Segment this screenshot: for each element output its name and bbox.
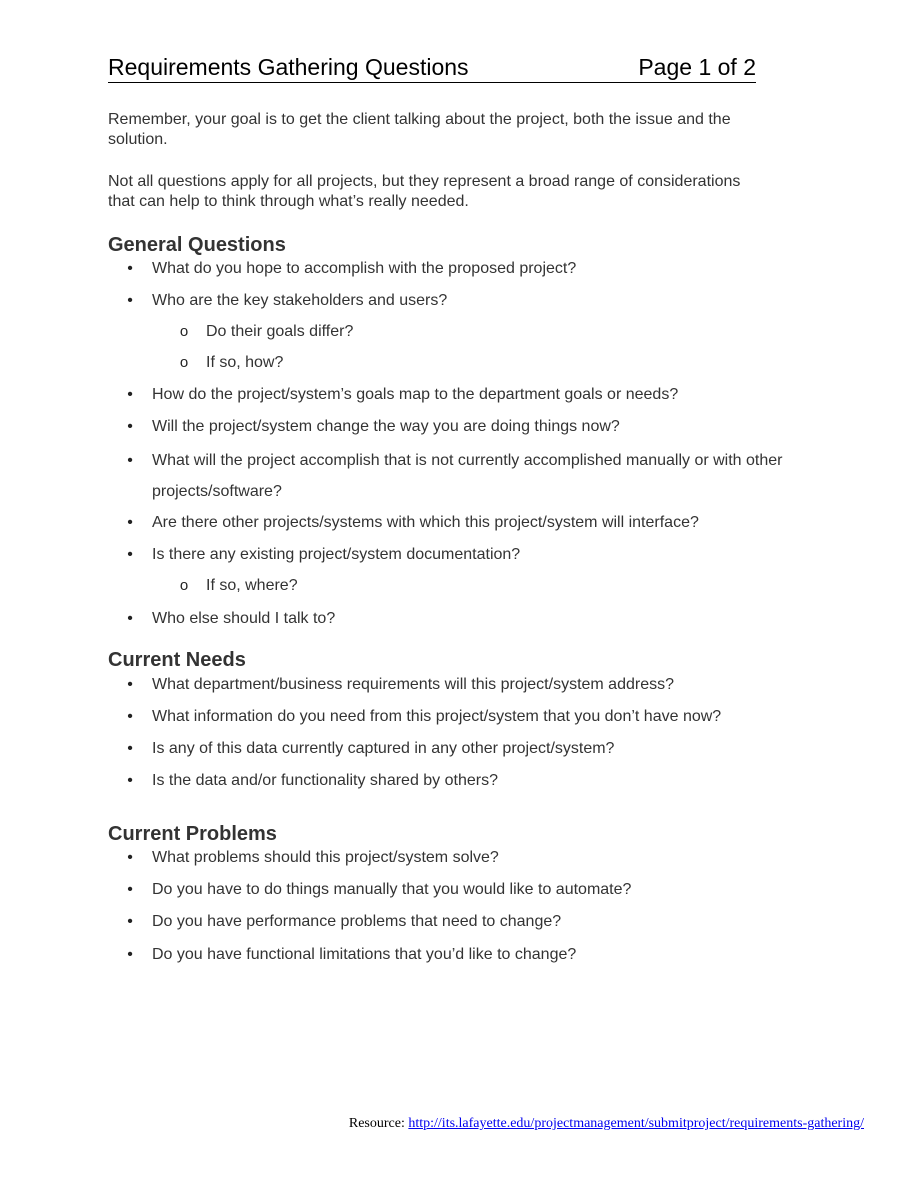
list-item — [127, 880, 812, 900]
sub-bullet-icon: o — [179, 577, 189, 594]
question-text: Will the project/system change the way you are doing things now? — [152, 418, 620, 435]
question-text: If so, how? — [206, 354, 284, 371]
list-item — [127, 739, 812, 759]
list-item — [127, 771, 812, 791]
bullet-icon: • — [127, 514, 133, 531]
section-heading-general: General Questions — [108, 234, 286, 256]
resource-footer — [349, 1116, 864, 1132]
page-header — [108, 54, 756, 83]
question-text: How do the project/system’s goals map to the department goals or needs? — [152, 386, 679, 403]
question-text: Do their goals differ? — [206, 323, 354, 340]
question-text: Is the data and/or functionality shared by others? — [152, 772, 498, 789]
bullet-icon: • — [127, 849, 133, 866]
list-item — [127, 445, 792, 507]
bullet-icon: • — [127, 292, 133, 309]
question-text: If so, where? — [206, 577, 298, 594]
section-heading-problems: Current Problems — [108, 823, 277, 845]
list-item — [127, 945, 812, 965]
document-title: Requirements Gathering Questions — [108, 54, 469, 80]
bullet-icon: • — [127, 260, 133, 277]
intro-paragraph: Not all questions apply for all projects, but they represent a broad range of considerations that can help to think through what’s really needed. — [108, 173, 741, 210]
question-text: Is any of this data currently captured in any other project/system? — [152, 740, 615, 757]
question-text: Are there other projects/systems with which this project/system will interface? — [152, 514, 699, 531]
bullet-icon: • — [127, 913, 133, 930]
list-item — [127, 912, 812, 932]
resource-link[interactable]: http://its.lafayette.edu/projectmanagement/submitproject/requirements-gathering/ — [408, 1116, 864, 1131]
list-item — [127, 417, 812, 437]
list-item — [127, 707, 812, 727]
question-text: Do you have functional limitations that you’d like to change? — [152, 946, 577, 963]
bullet-icon: • — [127, 610, 133, 627]
list-item — [127, 291, 812, 311]
bullet-icon: • — [127, 772, 133, 789]
question-text: What problems should this project/system solve? — [152, 849, 499, 866]
question-text: What do you hope to accomplish with the proposed project? — [152, 260, 577, 277]
question-text: Do you have to do things manually that you would like to automate? — [152, 881, 632, 898]
sub-bullet-icon: o — [179, 354, 189, 371]
intro-paragraph: Remember, your goal is to get the client talking about the project, both the issue and the solution. — [108, 111, 731, 148]
bullet-icon: • — [127, 676, 133, 693]
page-number: Page 1 of 2 — [638, 54, 756, 80]
bullet-icon: • — [127, 881, 133, 898]
question-text: Do you have performance problems that need to change? — [152, 913, 562, 930]
list-item — [127, 385, 812, 405]
sub-list-item — [179, 322, 866, 342]
question-text: What department/business requirements will this project/system address? — [152, 676, 674, 693]
sub-list-item — [179, 353, 866, 373]
bullet-icon: • — [127, 946, 133, 963]
question-text: Who are the key stakeholders and users? — [152, 292, 448, 309]
bullet-icon: • — [127, 452, 133, 469]
bullet-icon: • — [127, 386, 133, 403]
list-item — [127, 259, 812, 279]
bullet-icon: • — [127, 418, 133, 435]
question-text: What will the project accomplish that is not currently accomplished manually or with other projects/software? — [152, 452, 783, 500]
list-item — [127, 513, 812, 533]
question-text: Is there any existing project/system documentation? — [152, 546, 521, 563]
question-text: Who else should I talk to? — [152, 610, 336, 627]
list-item — [127, 675, 812, 695]
list-item — [127, 609, 812, 629]
bullet-icon: • — [127, 740, 133, 757]
question-text: What information do you need from this project/system that you don’t have now? — [152, 708, 722, 725]
resource-label: Resource: — [348, 1116, 409, 1131]
bullet-icon: • — [127, 546, 133, 563]
list-item — [127, 545, 812, 565]
bullet-icon: • — [127, 708, 133, 725]
sub-bullet-icon: o — [179, 323, 189, 340]
section-heading-needs: Current Needs — [108, 649, 246, 671]
sub-list-item — [179, 576, 866, 596]
list-item — [127, 848, 812, 868]
